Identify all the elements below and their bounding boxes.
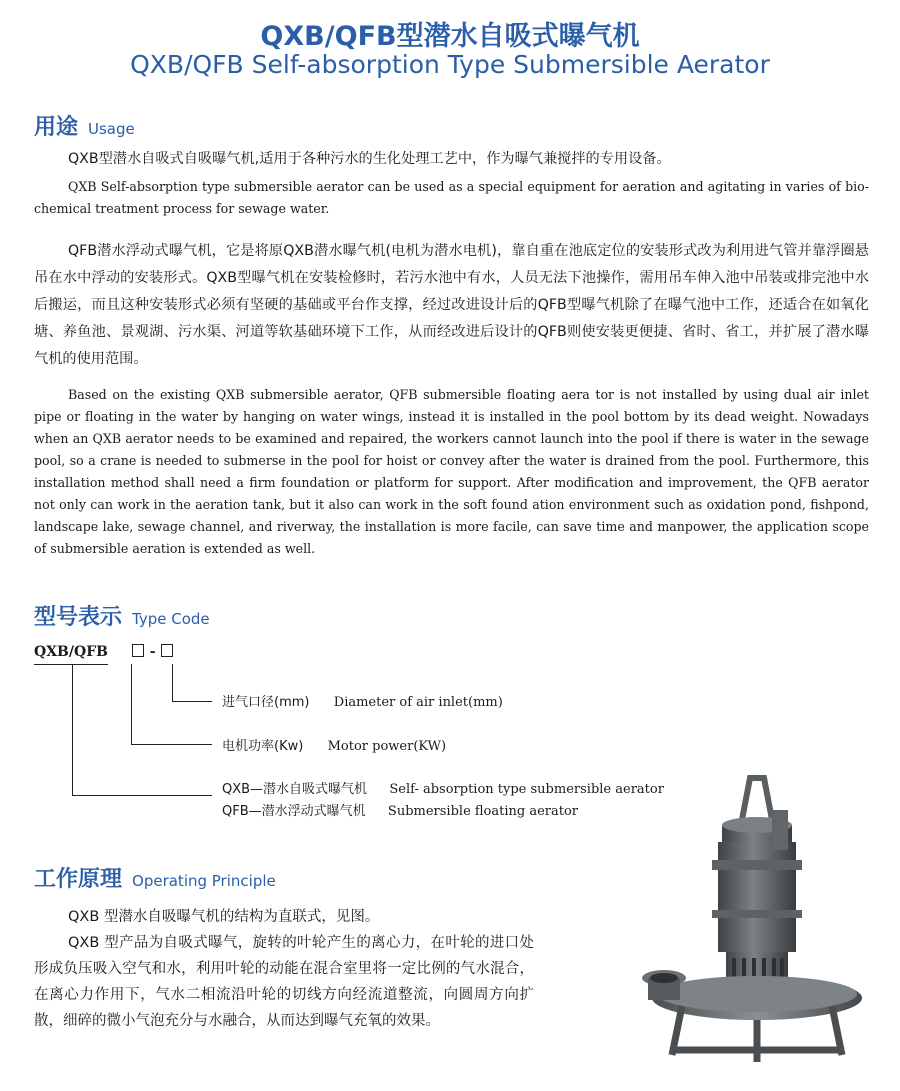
qxb-legend-en: Self- absorption type submersible aerator <box>389 782 664 797</box>
usage-paragraph-2-en: Based on the existing QXB submersible aerator, QFB submersible floating aera tor is not installed by using dual air inlet pipe or floating in the water by hanging on water wings, instead it is installed in the pool bottom by its dead weight. Nowadays when an QXB aerator needs to be examined and repaired, the workers cannot launch into the pool if there is water in the sewage pool, so a crane is needed to submerse in the pool for hoist or convey after the water is drained from the pool. Furthermore, this installation method shall need a firm foundation or platform for support. After modification and improvement, the QFB aerator not only can work in the aeration tank, but it also can work in the soft found ation environment such as oxidation pond, fishpond, landscape lake, sewage channel, and riverway, the installation is more facile, can save time and manpower, the application scope of submersible aeration is extended as well. <box>34 387 869 556</box>
inlet-code-box <box>161 644 173 657</box>
type-code-heading-en: Type Code <box>132 610 210 628</box>
model-leader-vertical <box>72 665 73 795</box>
type-code-formula <box>34 644 173 660</box>
power-leader-vertical <box>131 664 132 744</box>
inlet-legend-cn: 进气口径(mm) <box>222 695 310 710</box>
page-title-en: QXB/QFB Self-absorption Type Submersible Aerator <box>130 50 770 79</box>
principle-heading-cn: 工作原理 <box>34 867 123 892</box>
usage-heading-cn: 用途 <box>34 115 79 140</box>
qfb-legend-en: Submersible floating aerator <box>387 804 579 819</box>
principle-heading <box>34 862 276 892</box>
usage-heading-en: Usage <box>88 120 135 138</box>
principle-heading-en: Operating Principle <box>132 872 276 890</box>
inlet-legend <box>222 691 503 710</box>
aerator-product-photo <box>622 770 892 1070</box>
inlet-legend-en: Diameter of air inlet(mm) <box>333 695 503 710</box>
usage-heading <box>34 110 135 140</box>
page-title-cn: QXB/QFB型潜水自吸式曝气机 <box>260 21 640 52</box>
usage-paragraph-1-en: QXB Self-absorption type submersible aerator can be used as a special equipment for aeration and agitating in varies of bio-chemical treatment process for sewage water. <box>34 179 869 216</box>
model-underline <box>34 664 108 665</box>
model-leader-horizontal <box>72 795 212 796</box>
type-code-heading <box>34 600 210 630</box>
power-leader-horizontal <box>131 744 212 745</box>
qfb-legend <box>222 800 578 819</box>
principle-paragraph-2: QXB 型产品为自吸式曝气，旋转的叶轮产生的离心力，在叶轮的进口处形成负压吸入空气和水，利用叶轮的动能在混合室里将一定比例的气水混合，在离心力作用下，气水二相流沿叶轮的切线方向经流道整流，向圆周方向扩散，细碎的微小气泡充分与水融合，从而达到曝气充氧的效果。 <box>34 935 534 1029</box>
power-legend <box>222 735 446 754</box>
qxb-legend <box>222 778 664 797</box>
inlet-leader-vertical <box>172 664 173 701</box>
type-code-dash: - <box>149 644 156 660</box>
qxb-legend-cn: QXB—潜水自吸式曝气机 <box>222 782 368 797</box>
type-code-heading-cn: 型号表示 <box>34 605 123 630</box>
inlet-leader-horizontal <box>172 701 212 702</box>
type-code-model: QXB/QFB <box>34 644 108 660</box>
power-legend-cn: 电机功率(Kw) <box>222 739 304 754</box>
qfb-legend-cn: QFB—潜水浮动式曝气机 <box>222 804 366 819</box>
usage-paragraph-2-cn: QFB潜水浮动式曝气机，它是将原QXB潜水曝气机(电机为潜水电机)，靠自重在池底定位的安装形式改为利用进气管并靠浮圈悬吊在水中浮动的安装形式。QXB型曝气机在安装检修时，若污水池中有水，人员无法下池操作，需用吊车伸入池中吊装或排完池中水后搬运，而且这种安装形式必须有坚硬的基础或平台作支撑，经过改进设计后的QFB型曝气机除了在曝气池中工作，还适合在如氧化塘、养鱼池、景观湖、污水渠、河道等软基础环境下工作，从而经改进后设计的QFB则使安装更便捷、省时、省工，并扩展了潜水曝气机的使用范围。 <box>34 243 869 367</box>
usage-paragraph-1-cn: QXB型潜水自吸式自吸曝气机,适用于各种污水的生化处理工艺中，作为曝气兼搅拌的专用设备。 <box>68 151 671 167</box>
power-code-box <box>132 644 144 657</box>
power-legend-en: Motor power(KW) <box>327 739 447 754</box>
principle-paragraph-1: QXB 型潜水自吸曝气机的结构为直联式，见图。 <box>68 909 380 925</box>
